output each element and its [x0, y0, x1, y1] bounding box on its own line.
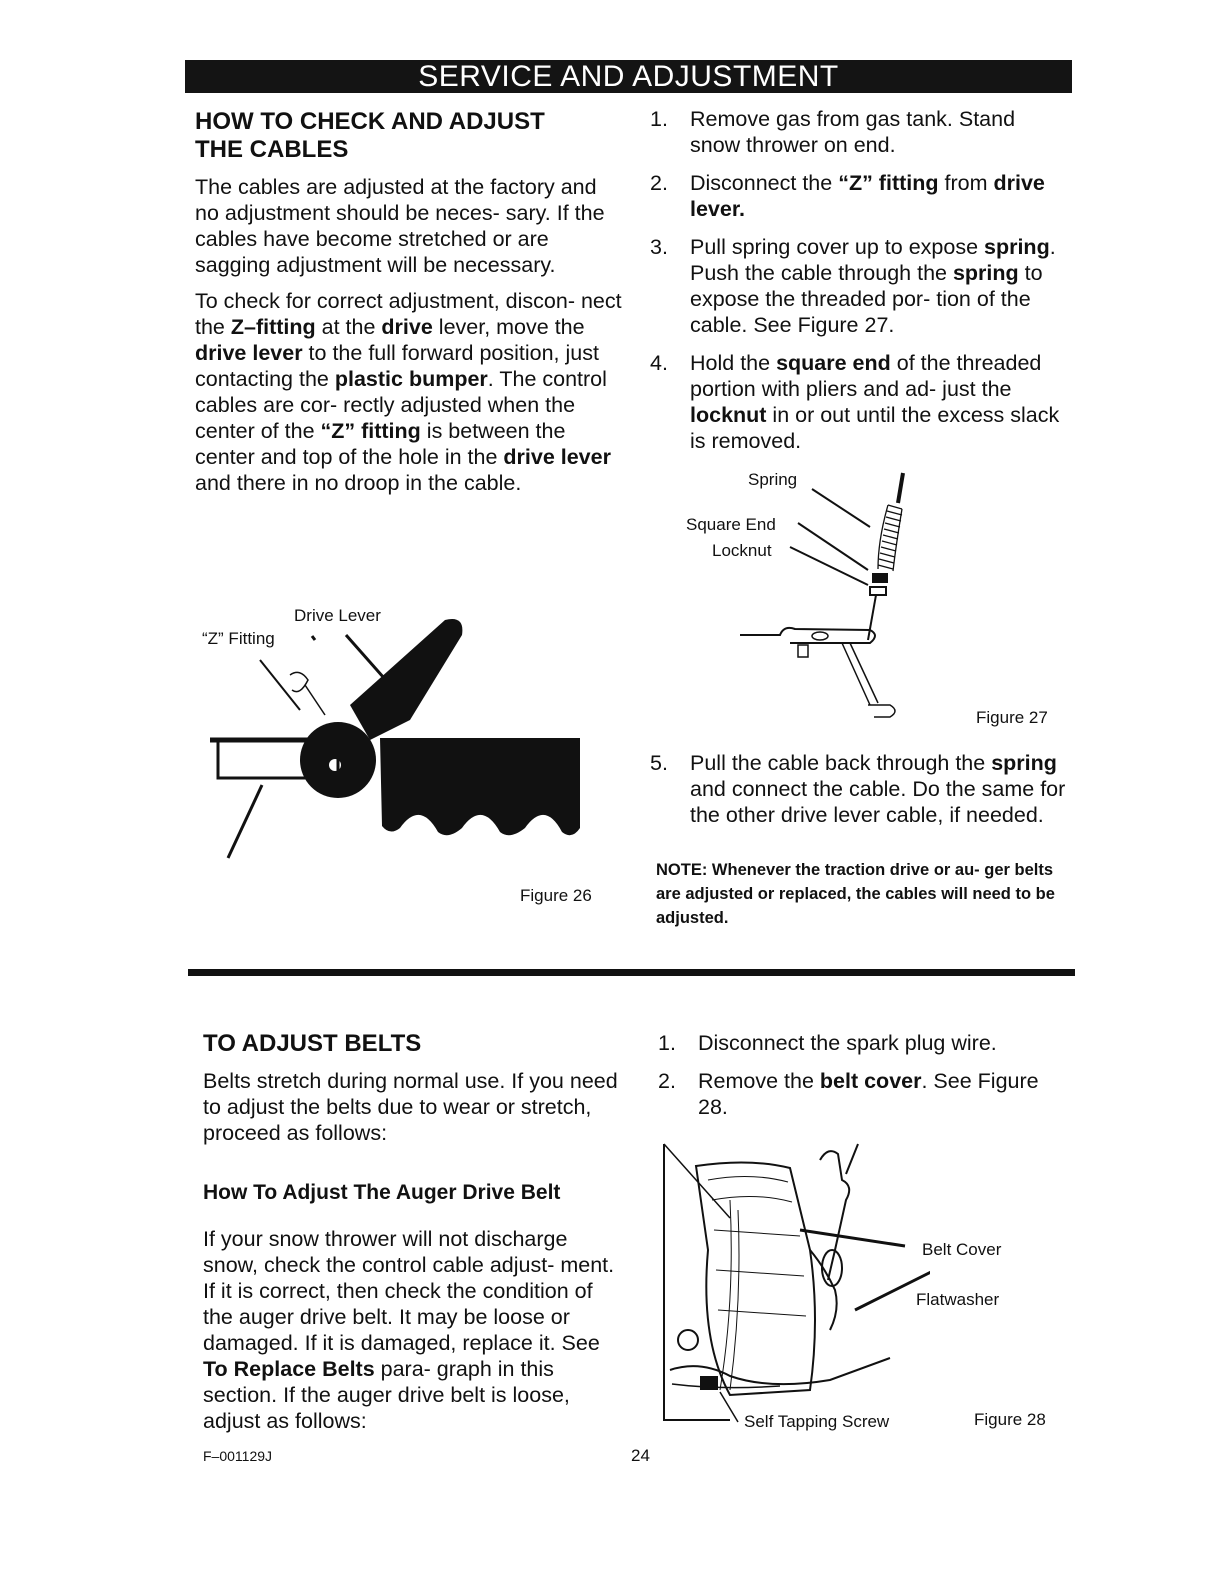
- cables-heading: [195, 108, 625, 164]
- figure-26-caption: Figure 26: [520, 886, 592, 905]
- belts-paragraph-1: Belts stretch during normal use. If you need to adjust the belts due to wear or stretch, proceed as follows:: [203, 1069, 618, 1145]
- section-banner: [185, 60, 1072, 93]
- z-fitting-wire: [260, 660, 300, 710]
- drive-lever-illustration: [200, 600, 600, 870]
- screw-pointer: [720, 1392, 738, 1422]
- lever-plate: [740, 628, 875, 643]
- figure-28-caption: Figure 28: [974, 1410, 1046, 1429]
- belts-section: [203, 1030, 623, 1434]
- document-code: F–001129J: [203, 1448, 273, 1464]
- control-cable: [228, 785, 262, 858]
- drive-lever-label: Drive Lever: [294, 606, 381, 625]
- drive-lever-pointer: [346, 635, 384, 678]
- square-end-pointer: [798, 523, 868, 570]
- auger-belt-subheading: How To Adjust The Auger Drive Belt: [203, 1181, 561, 1204]
- belt-cover-pointer: [800, 1230, 905, 1246]
- z-fitting-arrow-dot: [312, 636, 315, 640]
- cables-paragraph-2: To check for correct adjustment, discon- nect the Z–fitting at the drive lever, move the drive lever to the full forward position, just contacting the plastic bumper. The control cables are cor- rectly adjusted when the center of the “Z” fitting is between the center and top of the hole in the drive lever and there in no droop in the cable.: [195, 289, 622, 495]
- spring-illustration: [740, 465, 940, 730]
- spring-pointer: [812, 489, 870, 527]
- figure-27-caption: Figure 27: [976, 708, 1048, 727]
- cables-heading-line2: THE CABLES: [195, 136, 349, 163]
- cable-top: [898, 473, 903, 503]
- cables-paragraph-1: The cables are adjusted at the factory and no adjustment should be neces- sary. If the cables have become stretched or are sagging adjustment will be necessary.: [195, 175, 605, 277]
- square-end: [872, 573, 888, 583]
- frame-edge: [664, 1144, 730, 1420]
- page-number: 24: [631, 1446, 650, 1465]
- pedal: [868, 705, 895, 717]
- cable-steps-list: [650, 106, 1070, 454]
- belt-cover: [696, 1162, 815, 1395]
- plastic-bumper: [380, 738, 580, 835]
- cables-section: [195, 108, 625, 496]
- cable-step-5-list: [650, 750, 1070, 828]
- locknut: [870, 587, 886, 595]
- cable-step-1: 1. Remove gas from gas tank. Stand snow thrower on end.: [650, 107, 1016, 157]
- square-end-label: Square End: [686, 515, 776, 534]
- locknut-label: Locknut: [712, 541, 772, 560]
- belts-heading: TO ADJUST BELTS: [203, 1030, 422, 1057]
- belt-step-2: 2. Remove the belt cover. See Figure 28.: [658, 1069, 1039, 1119]
- cable-step-3: 3. Pull spring cover up to expose spring. Push the cable through the spring to expose the threaded por- tion of the cable. See Figure 27.: [650, 235, 1056, 337]
- belt-cover-label: Belt Cover: [922, 1240, 1002, 1259]
- cables-heading-line1: HOW TO CHECK AND ADJUST: [195, 108, 545, 135]
- self-tapping-screw: [700, 1376, 718, 1390]
- spring-coils: [878, 505, 902, 571]
- section-divider: [188, 969, 1075, 976]
- belt-step-1: 1. Disconnect the spark plug wire.: [658, 1031, 997, 1055]
- locknut-pointer: [790, 547, 868, 585]
- spring-label: Spring: [748, 470, 798, 489]
- self-tapping-screw-label: Self Tapping Screw: [744, 1412, 890, 1431]
- belt-steps-list: [658, 1030, 1058, 1120]
- belt-cover-illustration: [660, 1140, 930, 1425]
- cable-step-4: 4. Hold the square end of the threaded portion with pliers and ad- just the locknut in or out until the excess slack is removed.: [650, 351, 1060, 453]
- drive-lever-arm: [350, 619, 462, 740]
- cable-step-5: 5. Pull the cable back through the spring and connect the cable. Do the same for the other drive lever cable, if needed.: [650, 751, 1066, 827]
- z-fitting-loop: [290, 672, 308, 691]
- cable-step-2: 2. Disconnect the “Z” fitting from drive lever.: [650, 171, 1045, 221]
- section-title: SERVICE AND ADJUSTMENT: [418, 60, 839, 93]
- note-paragraph: NOTE: Whenever the traction drive or au- ger belts are adjusted or replaced, the cables will need to be adjusted.: [656, 861, 1055, 927]
- flatwasher: [822, 1250, 842, 1286]
- belts-paragraph-2: If your snow thrower will not discharge snow, check the control cable adjust- ment. If it is correct, then check the condition of the auger drive belt. It may be loose or damaged. If it is damaged, replace it. See To Replace Belts para- graph in this section. If the auger drive belt is loose, adjust as follows:: [203, 1227, 615, 1433]
- z-fitting-label: “Z” Fitting: [202, 629, 275, 648]
- flatwasher-label: Flatwasher: [916, 1290, 1000, 1309]
